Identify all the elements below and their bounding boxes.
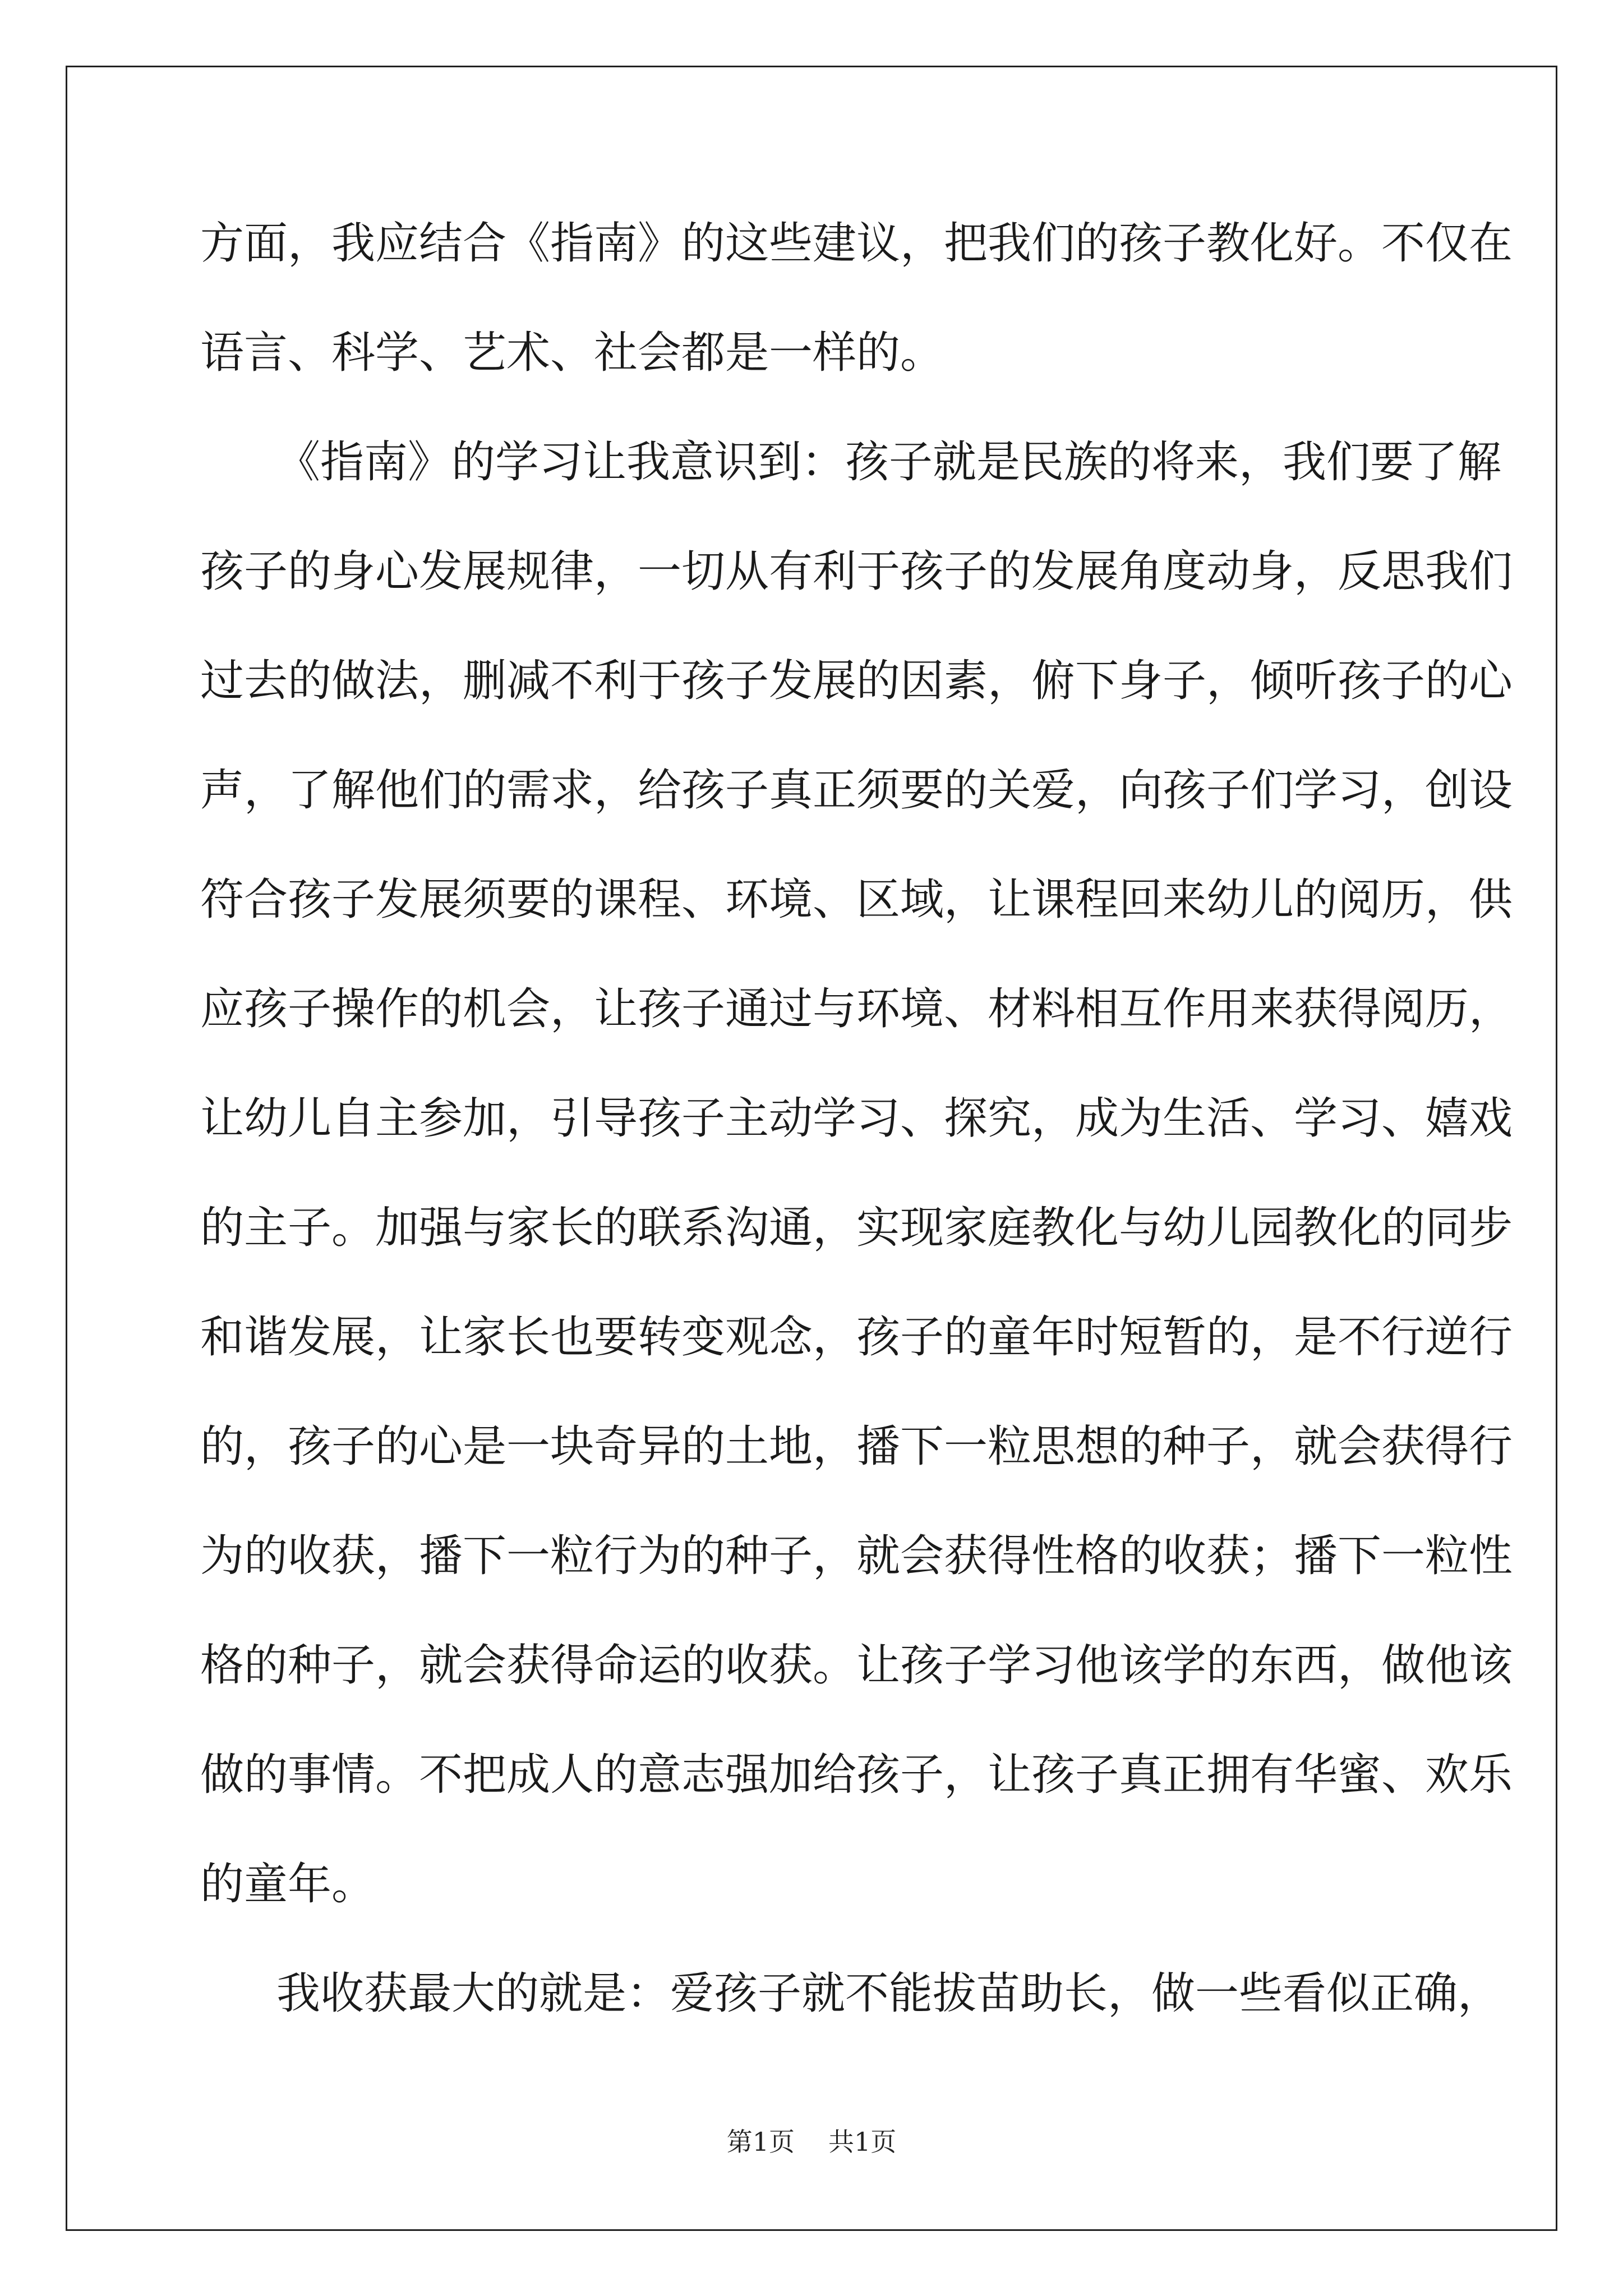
page-number-total: 共1页 [828, 2127, 897, 2157]
text-line: 符合孩子发展须要的课程、环境、区域，让课程回来幼儿的阅历，供 [200, 875, 1513, 925]
text-line: 过去的做法，删减不利于孩子发展的因素，俯下身子，倾听孩子的心 [200, 656, 1513, 706]
text-line: 格的种子，就会获得命运的收获。让孩子学习他该学的东西，做他该 [200, 1640, 1513, 1691]
text-line: 的主子。加强与家长的联系沟通，实现家庭教化与幼儿园教化的同步 [200, 1203, 1513, 1253]
text-line: 应孩子操作的机会，让孩子通过与环境、材料相互作用来获得阅历， [200, 984, 1513, 1034]
page-number-current: 第1页 [726, 2127, 795, 2157]
text-line: 做的事情。不把成人的意志强加给孩子，让孩子真正拥有华蜜、欢乐 [200, 1750, 1513, 1800]
text-line: 我收获最大的就是：爱孩子就不能拔苗助长，做一些看似正确， [276, 1968, 1502, 2019]
text-line: 的，孩子的心是一块奇异的土地，播下一粒思想的种子，就会获得行 [200, 1421, 1513, 1472]
page-footer [0, 2129, 1623, 2155]
text-line: 为的收获，播下一粒行为的种子，就会获得性格的收获；播下一粒性 [200, 1531, 1513, 1581]
text-line: 语言、科学、艺术、社会都是一样的。 [200, 328, 944, 378]
text-line: 的童年。 [200, 1859, 376, 1910]
text-line: 声，了解他们的需求，给孩子真正须要的关爱，向孩子们学习，创设 [200, 765, 1513, 816]
text-line: 孩子的身心发展规律，一切从有利于孩子的发展角度动身，反思我们 [200, 546, 1513, 597]
text-line: 《指南》的学习让我意识到：孩子就是民族的将来，我们要了解 [276, 437, 1502, 487]
text-line: 让幼儿自主参加，引导孩子主动学习、探究，成为生活、学习、嬉戏 [200, 1093, 1513, 1144]
text-line: 方面，我应结合《指南》的这些建议，把我们的孩子教化好。不仅在 [200, 218, 1513, 269]
document-body [200, 218, 1513, 2081]
text-line: 和谐发展，让家长也要转变观念，孩子的童年时短暂的，是不行逆行 [200, 1312, 1513, 1363]
